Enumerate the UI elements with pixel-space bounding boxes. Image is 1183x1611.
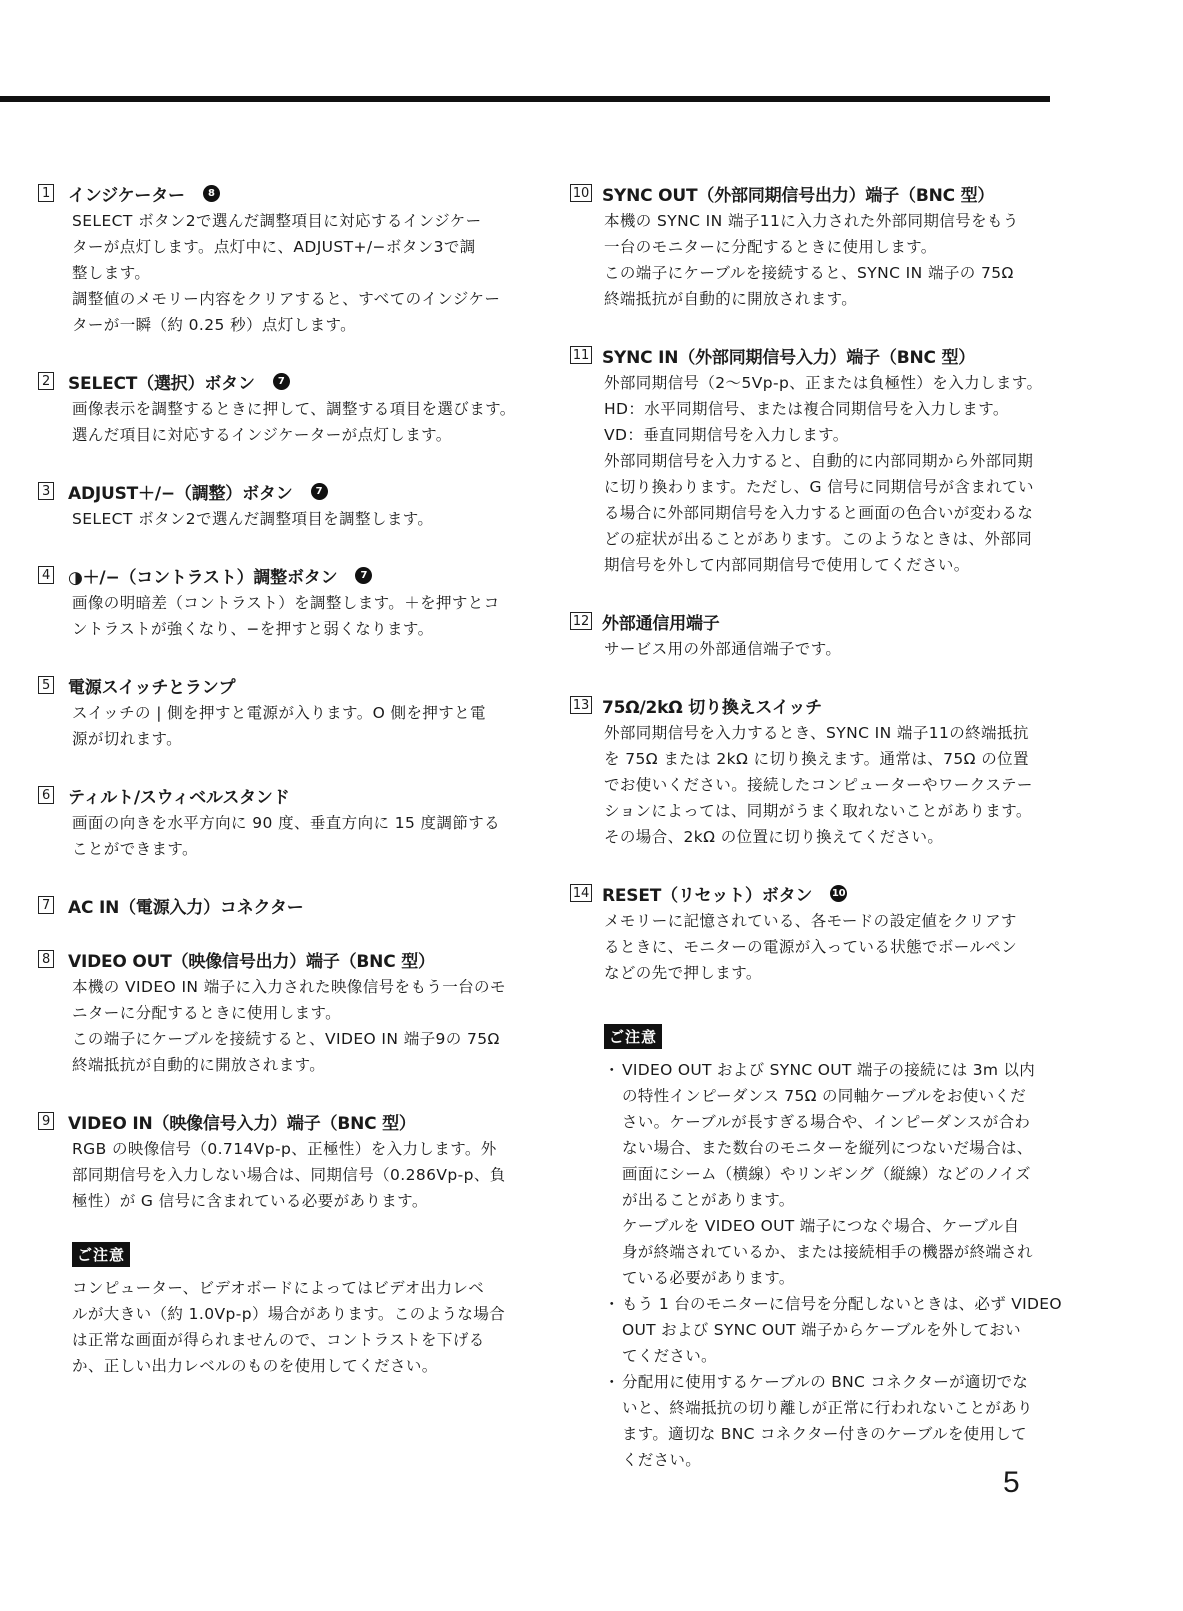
section-heading [570, 340, 1050, 370]
body-line: この端子にケーブルを接続すると、SYNC IN 端子の 75Ω [604, 264, 1014, 282]
section-item [38, 1106, 523, 1214]
caution-badge: ご注意 [72, 1242, 130, 1267]
body-line: さい。ケーブルが長すぎる場合や、インピーダンスが合わ [622, 1113, 1031, 1131]
section-title: RESET（リセット）ボタン [602, 885, 813, 906]
body-line: 画像の明暗差（コントラスト）を調整します。＋を押すとコ [72, 594, 500, 612]
body-line: ・ もう 1 台のモニターに信号を分配しないときは、必ず VIDEO [622, 1295, 1062, 1313]
body-line: 選んだ項目に対応するインジケーターが点灯します。 [72, 426, 452, 444]
section-title: ティルト/スウィベルスタンド [68, 787, 290, 808]
body-line: 整します。 [72, 264, 151, 282]
body-line: HD：水平同期信号、または複合同期信号を入力します。 [604, 400, 1009, 418]
body-line: てください。 [622, 1347, 717, 1365]
caution-bullet-list [604, 1057, 1062, 1473]
body-line: SELECT ボタン2で選んだ調整項目を調整します。 [72, 510, 434, 528]
section-body [72, 700, 523, 752]
section-body [604, 208, 1050, 312]
section-title: SELECT（選択）ボタン [68, 373, 255, 394]
caution-badge: ご注意 [604, 1024, 662, 1049]
body-line: ケーブルを VIDEO OUT 端子につなぐ場合、ケーブル自 [622, 1217, 1020, 1235]
body-line: SELECT ボタン2で選んだ調整項目に対応するインジケー [72, 212, 482, 230]
item-number-box: 11 [570, 346, 592, 364]
body-line: 源が切れます。 [72, 730, 183, 748]
body-line: 期信号を外して内部同期信号で使用してください。 [604, 556, 970, 574]
body-line: コンピューター、ビデオボードによってはビデオ出力レベ [72, 1279, 485, 1297]
item-number-box: 8 [38, 950, 54, 968]
item-number-box: 13 [570, 696, 592, 714]
figure-reference-badge: 7 [355, 567, 372, 584]
section-title: ADJUST＋/−（調整）ボタン [68, 483, 293, 504]
right-column [570, 150, 1062, 1473]
body-line: ください。 [622, 1451, 702, 1469]
section-title: VIDEO OUT（映像信号出力）端子（BNC 型） [68, 951, 435, 972]
section-body [72, 974, 523, 1078]
body-line: 画面の向きを水平方向に 90 度、垂直方向に 15 度調節する [72, 814, 501, 832]
section-heading [570, 878, 1050, 908]
body-line: の特性インピーダンス 75Ω の同軸ケーブルをお使いくだ [622, 1087, 1026, 1105]
body-line: 本機の SYNC IN 端子11に入力された外部同期信号をもう [604, 212, 1019, 230]
body-line: ニターに分配するときに使用します。 [72, 1004, 342, 1022]
section-title: VIDEO IN（映像信号入力）端子（BNC 型） [68, 1113, 416, 1134]
section-item [38, 476, 523, 532]
section-heading [570, 690, 1050, 720]
top-rule [0, 96, 1050, 102]
section-title: SYNC IN（外部同期信号入力）端子（BNC 型） [602, 347, 976, 368]
caution-bullet [604, 1057, 1050, 1291]
body-line: その場合、2kΩ の位置に切り換えてください。 [604, 828, 944, 846]
body-line: ターが一瞬（約 0.25 秒）点灯します。 [72, 316, 357, 334]
section-item [38, 780, 523, 862]
body-line: VD：垂直同期信号を入力します。 [604, 426, 849, 444]
body-line: 一台のモニターに分配するときに使用します。 [604, 238, 937, 256]
caution-note [570, 1024, 1062, 1473]
body-line: るときに、モニターの電源が入っている状態でボールペン [604, 938, 1018, 956]
section-body [72, 590, 523, 642]
item-number-box: 1 [38, 184, 54, 202]
body-line: 画面にシーム（横線）やリンギング（縦線）などのノイズ [622, 1165, 1031, 1183]
section-heading [570, 606, 1050, 636]
section-heading [38, 476, 523, 506]
body-line: RGB の映像信号（0.714Vp-p、正極性）を入力します。外 [72, 1140, 497, 1158]
body-line: 終端抵抗が自動的に開放されます。 [604, 290, 858, 308]
caution-bullet [604, 1369, 1050, 1473]
section-body [604, 636, 1050, 662]
section-heading [38, 1106, 523, 1136]
section-item [38, 670, 523, 752]
body-line: などの先で押します。 [604, 964, 762, 982]
body-line: ことができます。 [72, 840, 198, 858]
body-line: ます。適切な BNC コネクター付きのケーブルを使用して [622, 1425, 1027, 1443]
body-line: か、正しい出力レベルのものを使用してください。 [72, 1357, 438, 1375]
body-line: ・ 分配用に使用するケーブルの BNC コネクターが適切でな [622, 1373, 1029, 1391]
section-item [570, 178, 1050, 312]
body-line: スイッチの | 側を押すと電源が入ります。O 側を押すと電 [72, 704, 486, 722]
body-line: 身が終端されているか、または接続相手の機器が終端され [622, 1243, 1033, 1261]
section-item [38, 366, 523, 448]
item-number-box: 14 [570, 884, 592, 902]
body-line: が出ることがあります。 [622, 1191, 795, 1209]
section-item [38, 178, 523, 338]
body-line: は正常な画面が得られませんので、コントラストを下げる [72, 1331, 485, 1349]
section-heading [38, 944, 523, 974]
section-body [72, 396, 523, 448]
section-item [38, 890, 523, 920]
body-line: ない場合、また数台のモニターを縦列につないだ場合は、 [622, 1139, 1033, 1157]
section-body [604, 370, 1050, 578]
body-line: サービス用の外部通信端子です。 [604, 640, 842, 658]
section-heading [38, 178, 523, 208]
section-heading [38, 560, 523, 590]
body-line: でお使いください。接続したコンピューターやワークステー [604, 776, 1033, 794]
section-title: インジケーター [68, 185, 185, 206]
body-line: 調整値のメモリー内容をクリアすると、すべてのインジケー [72, 290, 501, 308]
section-body [72, 1136, 523, 1214]
body-line: 外部同期信号を入力すると、自動的に内部同期から外部同期 [604, 452, 1034, 470]
section-body [604, 720, 1050, 850]
body-line: ている必要があります。 [622, 1269, 795, 1287]
section-title: 外部通信用端子 [602, 613, 720, 634]
figure-reference-badge: 10 [830, 885, 847, 902]
item-number-box: 10 [570, 184, 592, 202]
body-line: いと、終端抵抗の切り離しが正常に行われないことがあり [622, 1399, 1033, 1417]
section-heading [38, 780, 523, 810]
item-number-box: 9 [38, 1112, 54, 1130]
section-title: 電源スイッチとランプ [68, 677, 236, 698]
body-line: ターが点灯します。点灯中に、ADJUST+/−ボタン3で調 [72, 238, 476, 256]
section-heading [38, 670, 523, 700]
body-line: 終端抵抗が自動的に開放されます。 [72, 1056, 326, 1074]
item-number-box: 3 [38, 482, 54, 500]
section-body [72, 208, 523, 338]
section-body [72, 810, 523, 862]
body-line: 画像表示を調整するときに押して、調整する項目を選びます。 [72, 400, 516, 418]
caution-note [38, 1242, 523, 1379]
section-item [570, 340, 1050, 578]
section-heading [570, 178, 1050, 208]
body-line: 本機の VIDEO IN 端子に入力された映像信号をもう一台のモ [72, 978, 506, 996]
item-number-box: 6 [38, 786, 54, 804]
item-number-box: 2 [38, 372, 54, 390]
body-line: ルが大きい（約 1.0Vp-p）場合があります。このような場合 [72, 1305, 506, 1323]
page-number: 5 [1003, 1466, 1020, 1499]
section-title: ◑＋/−（コントラスト）調整ボタン [68, 567, 338, 588]
section-heading [38, 890, 523, 920]
section-title: SYNC OUT（外部同期信号出力）端子（BNC 型） [602, 185, 995, 206]
body-line: メモリーに記憶されている、各モードの設定値をクリアす [604, 912, 1017, 930]
body-line: ションによっては、同期がうまく取れないことがあります。 [604, 802, 1032, 820]
body-line: OUT および SYNC OUT 端子からケーブルを外しておい [622, 1321, 1021, 1339]
item-number-box: 7 [38, 896, 54, 914]
section-title: 75Ω/2kΩ 切り換えスイッチ [602, 697, 822, 718]
section-heading [38, 366, 523, 396]
caution-bullet [604, 1291, 1062, 1369]
body-line: に切り換わります。ただし、G 信号に同期信号が含まれてい [604, 478, 1034, 496]
item-number-box: 4 [38, 566, 54, 584]
body-line: 部同期信号を入力しない場合は、同期信号（0.286Vp-p、負 [72, 1166, 506, 1184]
body-line: ・ VIDEO OUT および SYNC OUT 端子の接続には 3m 以内 [622, 1061, 1036, 1079]
item-number-box: 5 [38, 676, 54, 694]
figure-reference-badge: 7 [273, 373, 290, 390]
section-item [38, 944, 523, 1078]
figure-reference-badge: 8 [203, 185, 220, 202]
body-line: 外部同期信号（2〜5Vp-p、正または負極性）を入力します。 [604, 374, 1043, 392]
body-line: 外部同期信号を入力するとき、SYNC IN 端子11の終端抵抗 [604, 724, 1029, 742]
figure-reference-badge: 7 [311, 483, 328, 500]
section-item [570, 606, 1050, 662]
section-body [72, 506, 523, 532]
body-line: ントラストが強くなり、−を押すと弱くなります。 [72, 620, 434, 638]
section-item [570, 690, 1050, 850]
body-line: この端子にケーブルを接続すると、VIDEO IN 端子9の 75Ω [72, 1030, 500, 1048]
body-line: 極性）が G 信号に含まれている必要があります。 [72, 1192, 428, 1210]
body-line: る場合に外部同期信号を入力すると画面の色合いが変わるな [604, 504, 1034, 522]
body-line: どの症状が出ることがあります。このようなときは、外部同 [604, 530, 1033, 548]
section-item [38, 560, 523, 642]
left-column [38, 150, 523, 1379]
body-line: を 75Ω または 2kΩ に切り換えます。通常は、75Ω の位置 [604, 750, 1029, 768]
caution-body [72, 1275, 523, 1379]
section-title: AC IN（電源入力）コネクター [68, 897, 304, 918]
section-body [604, 908, 1050, 986]
item-number-box: 12 [570, 612, 592, 630]
section-item [570, 878, 1050, 986]
